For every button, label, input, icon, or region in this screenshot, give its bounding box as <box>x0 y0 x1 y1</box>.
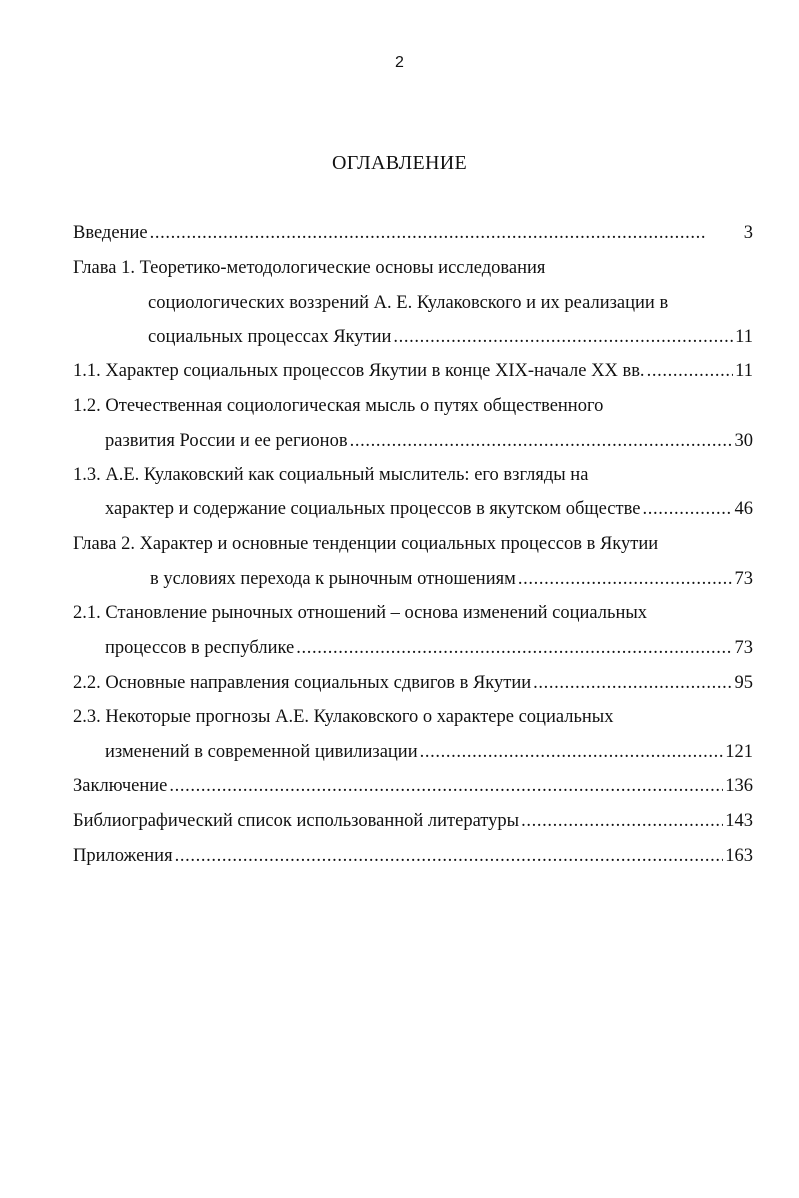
dot-leader <box>642 496 732 522</box>
toc-entry-introduction[interactable] <box>73 220 753 246</box>
toc-entry-last-line <box>105 496 753 522</box>
dot-leader <box>150 220 742 246</box>
dot-leader <box>175 843 724 869</box>
toc-entry-text: характер и содержание социальных процессов в якутском обществе <box>105 499 641 519</box>
toc-entry-text: 1.2. Отечественная социологическая мысль о путях общественного <box>73 396 604 416</box>
toc-entry-text: Введение <box>73 223 148 243</box>
toc-entry-page: 121 <box>725 742 753 762</box>
dot-leader <box>647 358 734 384</box>
page-number: 2 <box>395 54 404 71</box>
dot-leader <box>350 428 733 454</box>
toc-entry-text: Библиографический список использованной литературы <box>73 811 520 831</box>
dot-leader <box>533 670 732 696</box>
toc-entry-page: 143 <box>725 811 753 831</box>
toc-entry-conclusion[interactable] <box>73 773 753 799</box>
toc-entry-text: 1.3. А.Е. Кулаковский как социальный мыслитель: его взгляды на <box>73 465 589 485</box>
dot-leader <box>393 324 733 350</box>
toc-entry-last-line <box>150 566 753 592</box>
toc-entry-text: Глава 1. Теоретико-методологические основы исследования <box>73 258 546 278</box>
toc-entry-text: в условиях перехода к рыночным отношениям <box>150 569 516 589</box>
toc-entry-text: 2.1. Становление рыночных отношений – основа изменений социальных <box>73 603 648 623</box>
toc-title: ОГЛАВЛЕНИЕ <box>332 152 467 174</box>
toc-entry-page: 11 <box>735 361 753 381</box>
dot-leader <box>518 566 733 592</box>
dot-leader <box>169 773 723 799</box>
toc-entry-page: 3 <box>743 223 753 243</box>
toc-entry-text: изменений в современной цивилизации <box>105 742 418 762</box>
toc-entry-text: социальных процессах Якутии <box>148 327 392 347</box>
toc-entry-text: социологических воззрений А. Е. Кулаковского и их реализации в <box>148 293 669 313</box>
toc-entry-page: 95 <box>734 673 753 693</box>
toc-entry-page: 73 <box>734 638 753 658</box>
toc-entry-text: Глава 2. Характер и основные тенденции социальных процессов в Якутии <box>73 534 659 554</box>
toc-entry-page: 30 <box>734 431 753 451</box>
toc-entry-last-line <box>105 428 753 454</box>
toc-entry-last-line <box>105 739 753 765</box>
toc-entry-bibliography[interactable] <box>73 808 753 834</box>
dot-leader <box>521 808 723 834</box>
toc-entry-text: 2.3. Некоторые прогнозы А.Е. Кулаковского о характере социальных <box>73 707 614 727</box>
dot-leader <box>296 635 732 661</box>
toc-entry-section-2-2[interactable] <box>73 670 753 696</box>
toc-entry-page: 136 <box>725 776 753 796</box>
toc-entry-text: развития России и ее регионов <box>105 431 348 451</box>
toc-entry-page: 163 <box>725 846 753 866</box>
toc-entry-page: 11 <box>735 327 753 347</box>
toc-entry-text: 2.2. Основные направления социальных сдвигов в Якутии <box>73 673 532 693</box>
toc-entry-text: процессов в республике <box>105 638 295 658</box>
dot-leader <box>420 739 724 765</box>
toc-entry-page: 46 <box>734 499 753 519</box>
toc-entry-text: 1.1. Характер социальных процессов Якутии в конце XIX-начале XX вв. <box>73 361 645 381</box>
toc-entry-page: 73 <box>734 569 753 589</box>
toc-entry-text: Заключение <box>73 776 168 796</box>
toc-entry-last-line <box>105 635 753 661</box>
toc-entry-text: Приложения <box>73 846 173 866</box>
toc-entry-appendices[interactable] <box>73 843 753 869</box>
toc-entry-section-1-1[interactable] <box>73 358 753 384</box>
toc-entry-last-line <box>148 324 753 350</box>
